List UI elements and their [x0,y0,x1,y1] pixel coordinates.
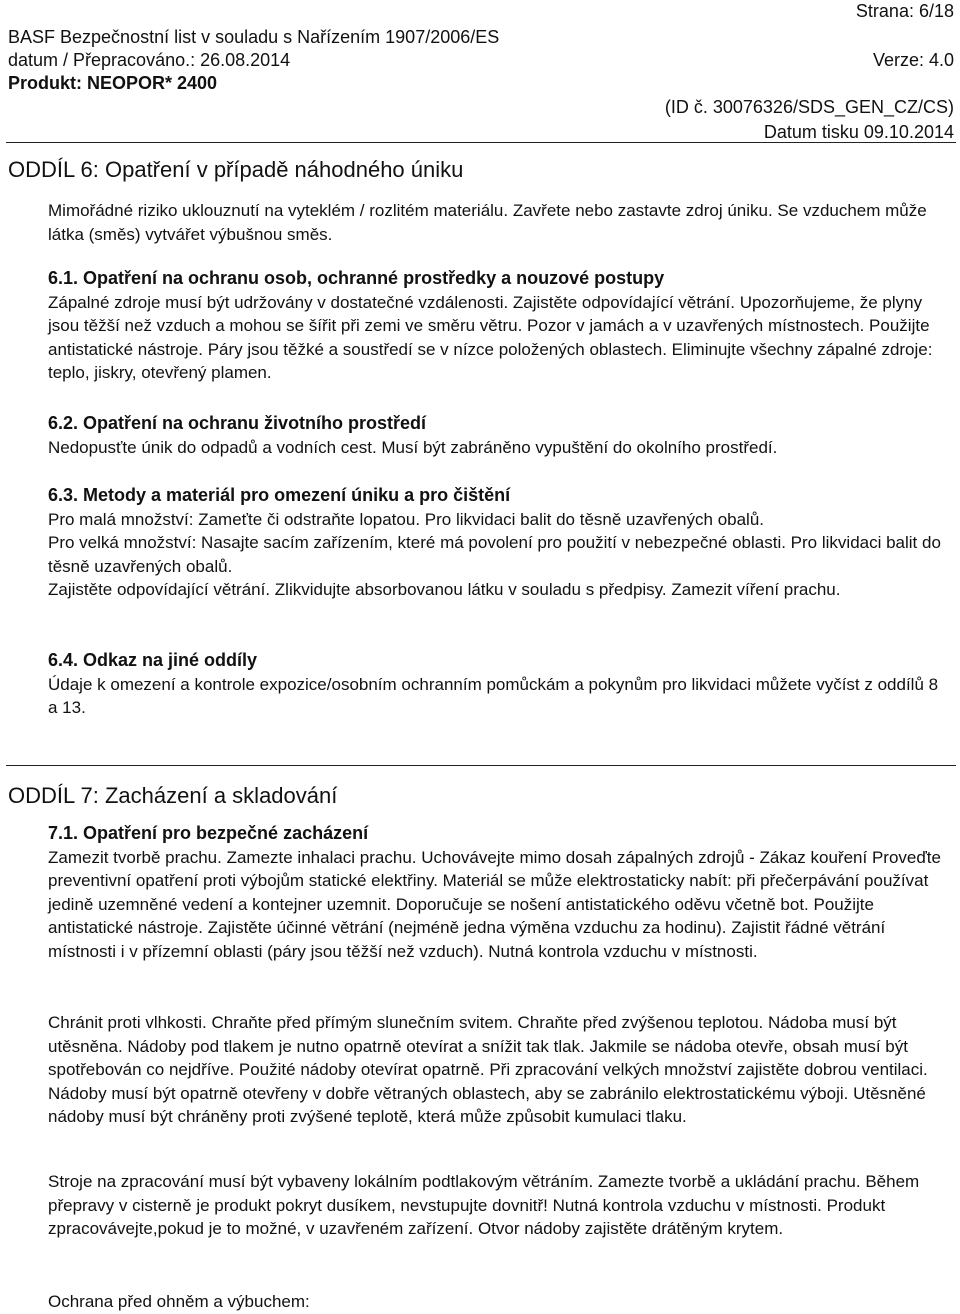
section-6-3-line1: Pro malá množství: Zameťte či odstraňte lopatou. Pro likvidaci balit do těsně uzavřených obalů. [48,509,765,529]
section-6-2 [48,412,952,459]
section-6-title: ODDÍL 6: Opatření v případě náhodného úniku [8,157,464,182]
section-6-3-line2: Pro velká množství: Nasajte sacím zařízením, které má povolení pro použití v nebezpečné oblasti. Pro likvidaci balit do těsně uzavřených obalů. [48,533,941,576]
section-6-3-line3: Zajistěte odpovídající větrání. Zlikvidujte absorbovanou látku v souladu s předpisy. Zamezit víření prachu. [48,580,841,599]
section-6-2-heading: 6.2. Opatření na ochranu životního prostředí [48,413,427,433]
section-7-1-para-2: Chránit proti vlhkosti. Chraňte před přímým slunečním svitem. Chraňte před zvýšenou teplotou. Nádoba musí být utěsněna. Nádoby pod tlakem je nutno opatrně otevírat a snížit tak tlak. Jakmile se nádoba otevře, obsah musí být spotřebován co nejdříve. Použité nádoby otevírat opatrně. Při zpracování velkých množství zajistěte dobrou ventilaci. Nádoby musí být opatrně otevřeny v dobře větraných oblastech, aby se zabránilo elektrostatickému výboji. Utěsněné nádoby musí být chráněny proti zvýšené teplotě, která může způsobit kumulaci tlaku. [48,1013,928,1126]
section-6-1-text: Zápalné zdroje musí být udržovány v dostatečné vzdálenosti. Zajistěte odpovídající větrání. Upozorňujeme, že plyny jsou těžší než vzduch a mohou se šířit při zemi ve směru větru. Pozor v jamách a v uzavřených místnostech. Použijte antistatické nástroje. Páry jsou těžké a soustředí se v nízce položených oblastech. Eliminujte všechny zápalné zdroje: teplo, jiskry, otevřený plamen. [48,292,933,382]
document-id: (ID č. 30076326/SDS_GEN_CZ/CS) [664,97,954,117]
section-7-1-para-4: Ochrana před ohněm a výbuchem: [48,1292,310,1311]
section-6-4-heading: 6.4. Odkaz na jiné oddíly [48,650,258,670]
section-divider [6,765,956,766]
section-7-1-para-1: Zamezit tvorbě prachu. Zamezte inhalaci prachu. Uchovávejte mimo dosah zápalných zdrojů - Zákaz kouření Proveďte preventivní opatření proti výbojům statické elektřiny. Materiál se může elektrostaticky nabít: při přečerpávání používat jedině uzemněné vedení a kontejner uzemnit. Doporučuje se nošení antistatického oděvu včetně bot. Použijte antistatické nástroje. Zajistěte účinné větrání (nejméně jedna výměna vzduchu za hodinu). Zajistit řádné větrání místnosti i v přízemní oblasti (páry jsou těžší než vzduch). Nutná kontrola vzduchu v místnosti. [48,847,941,961]
document-header [8,26,499,95]
section-7-1-heading: 7.1. Opatření pro bezpečné zacházení [48,823,369,843]
section-6-3-heading: 6.3. Metody a materiál pro omezení úniku a pro čištění [48,485,511,505]
section-7-title: ODDÍL 7: Zacházení a skladování [8,783,338,808]
section-6-4-text: Údaje k omezení a kontrole expozice/osobním ochranním pomůckám a pokynům pro likvidaci můžete vyčíst z oddílů 8 a 13. [48,674,939,717]
document-title: BASF Bezpečnostní list v souladu s Nařízením 1907/2006/ES [8,27,500,47]
version: Verze: 4.0 [872,50,954,70]
section-6-intro: Mimořádné riziko uklouznutí na vyteklém / rozlitém materiálu. Zavřete nebo zastavte zdroj úniku. Se vzduchem může látka (směs) vytvářet výbušnou směs. [48,201,927,244]
section-6-4 [48,649,952,720]
header-divider [6,142,956,143]
section-6-1 [48,267,952,385]
product-name: Produkt: NEOPOR* 2400 [8,73,218,93]
section-7-1 [48,822,952,963]
section-7-1-para-3: Stroje na zpracování musí být vybaveny lokálním podtlakovým větráním. Zamezte tvorbě a ukládání prachu. Během přepravy v cisterně je produkt pokryt dusíkem, nevstupujte dovnitř! Nutná kontrola vzduchu v místnosti. Produkt zpracovávejte,pokud je to možné, v uzavřeném zařízení. Otvor nádoby zajistěte drátěným krytem. [48,1172,920,1238]
revision-date: datum / Přepracováno.: 26.08.2014 [8,50,291,70]
print-date: Datum tisku 09.10.2014 [763,122,954,142]
section-6-2-text: Nedopusťte únik do odpadů a vodních cest. Musí být zabráněno vypuštění do okolního prostředí. [48,437,778,457]
section-6-1-heading: 6.1. Opatření na ochranu osob, ochranné prostředky a nouzové postupy [48,268,665,288]
section-6-3 [48,484,952,602]
page-number: Strana: 6/18 [855,1,954,21]
